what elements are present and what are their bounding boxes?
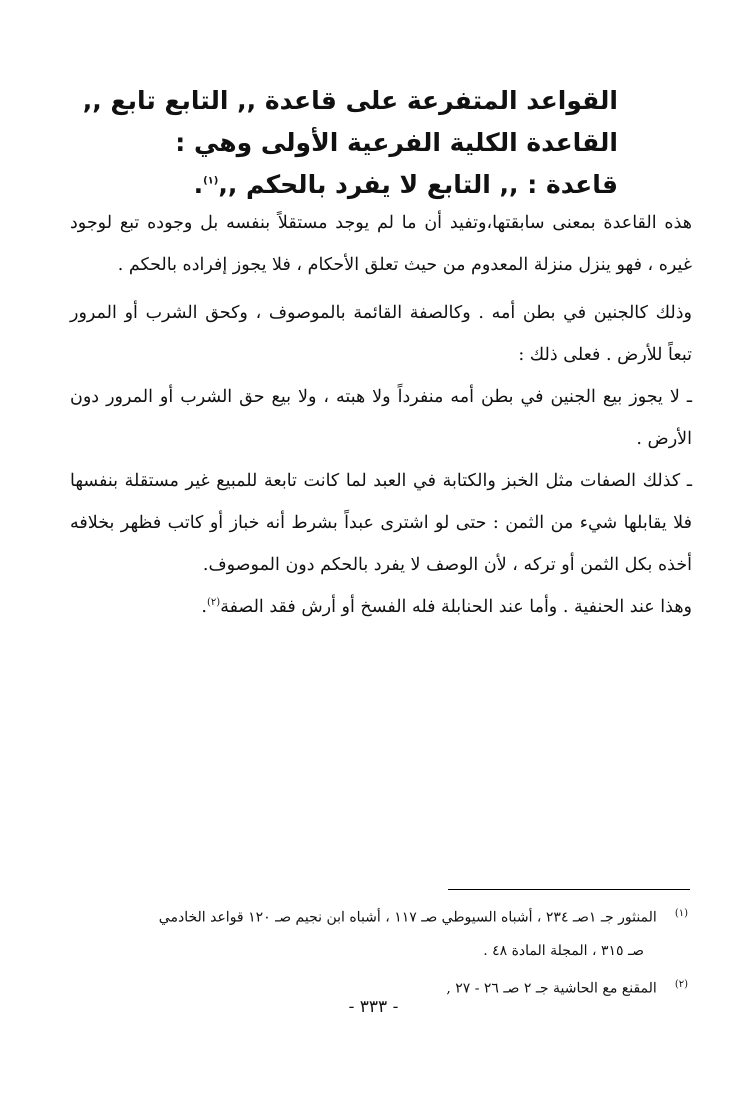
footnote-1-number: (١) xyxy=(674,908,688,919)
paragraph-5 xyxy=(70,586,692,628)
paragraph-2: وذلك كالجنين في بطن أمه . وكالصفة القائمة بالموصوف ، وكحق الشرب أو المرور تبعاً للأرض . فعلى ذلك : xyxy=(70,303,692,365)
heading-line-1: القواعد المتفرعة على قاعدة ,, التابع تابع ,, xyxy=(82,86,618,115)
body-text xyxy=(70,202,692,628)
page-number: - ٣٣٣ - xyxy=(348,997,399,1017)
paragraph-1: هذه القاعدة بمعنى سابقتها،وتفيد أن ما لم يوجد مستقلاً بنفسه بل وجوده تبع لوجود غيره ، فهو ينزل منزلة المعدوم من حيث تعلق الأحكام ، فلا يجوز إفراده بالحكم . xyxy=(70,213,692,275)
heading-block xyxy=(70,80,618,206)
footnote-2-number: (٢) xyxy=(674,978,688,990)
footnote-1 xyxy=(70,897,688,935)
footnote-2-text: المقنع مع الحاشية جـ ٢ صـ ٢٦ - ٢٧ , xyxy=(446,980,657,997)
footnote-1-continuation: صـ ٣١٥ ، المجلة المادة ٤٨ . xyxy=(483,942,644,959)
heading-line-2: القاعدة الكلية الفرعية الأولى وهي : xyxy=(175,128,618,157)
footnote-ref-1: (١) xyxy=(203,175,219,187)
footnote-1-text: المنثور جـ ١صـ ٢٣٤ ، أشباه السيوطي صـ ١١٧ ، أشباه ابن نجيم صـ ١٢٠ قواعد الخادمي xyxy=(158,909,657,926)
footnotes xyxy=(70,897,688,1005)
paragraph-5-end: . xyxy=(201,597,207,617)
paragraph-3: ـ لا يجوز بيع الجنين في بطن أمه منفرداً ولا هبته ، ولا بيع حق الشرب أو المرور دون الأرض . xyxy=(70,387,692,449)
footnote-divider xyxy=(448,889,690,890)
heading-line-3-text: قاعدة : ,, التابع لا يفرد بالحكم ,, xyxy=(218,170,618,199)
paragraph-4: ـ كذلك الصفات مثل الخبز والكتابة في العبد لما كانت تابعة للمبيع غير مستقلة بنفسها فلا يقابلها شيء من الثمن : حتى لو اشترى عبداً بشرط أنه خباز أو كاتب فظهر بخلافه أخذه بكل الثمن أو تركه ، لأن الوصف لا يفرد بالحكم دون الموصوف. xyxy=(70,471,692,575)
heading-line-3-end: . xyxy=(193,170,204,199)
paragraph-5-text: وهذا عند الحنفية . وأما عند الحنابلة فله الفسخ أو أرش فقد الصفة xyxy=(220,597,692,617)
footnote-ref-2: (٢) xyxy=(207,597,221,609)
heading-line-3 xyxy=(70,164,618,206)
